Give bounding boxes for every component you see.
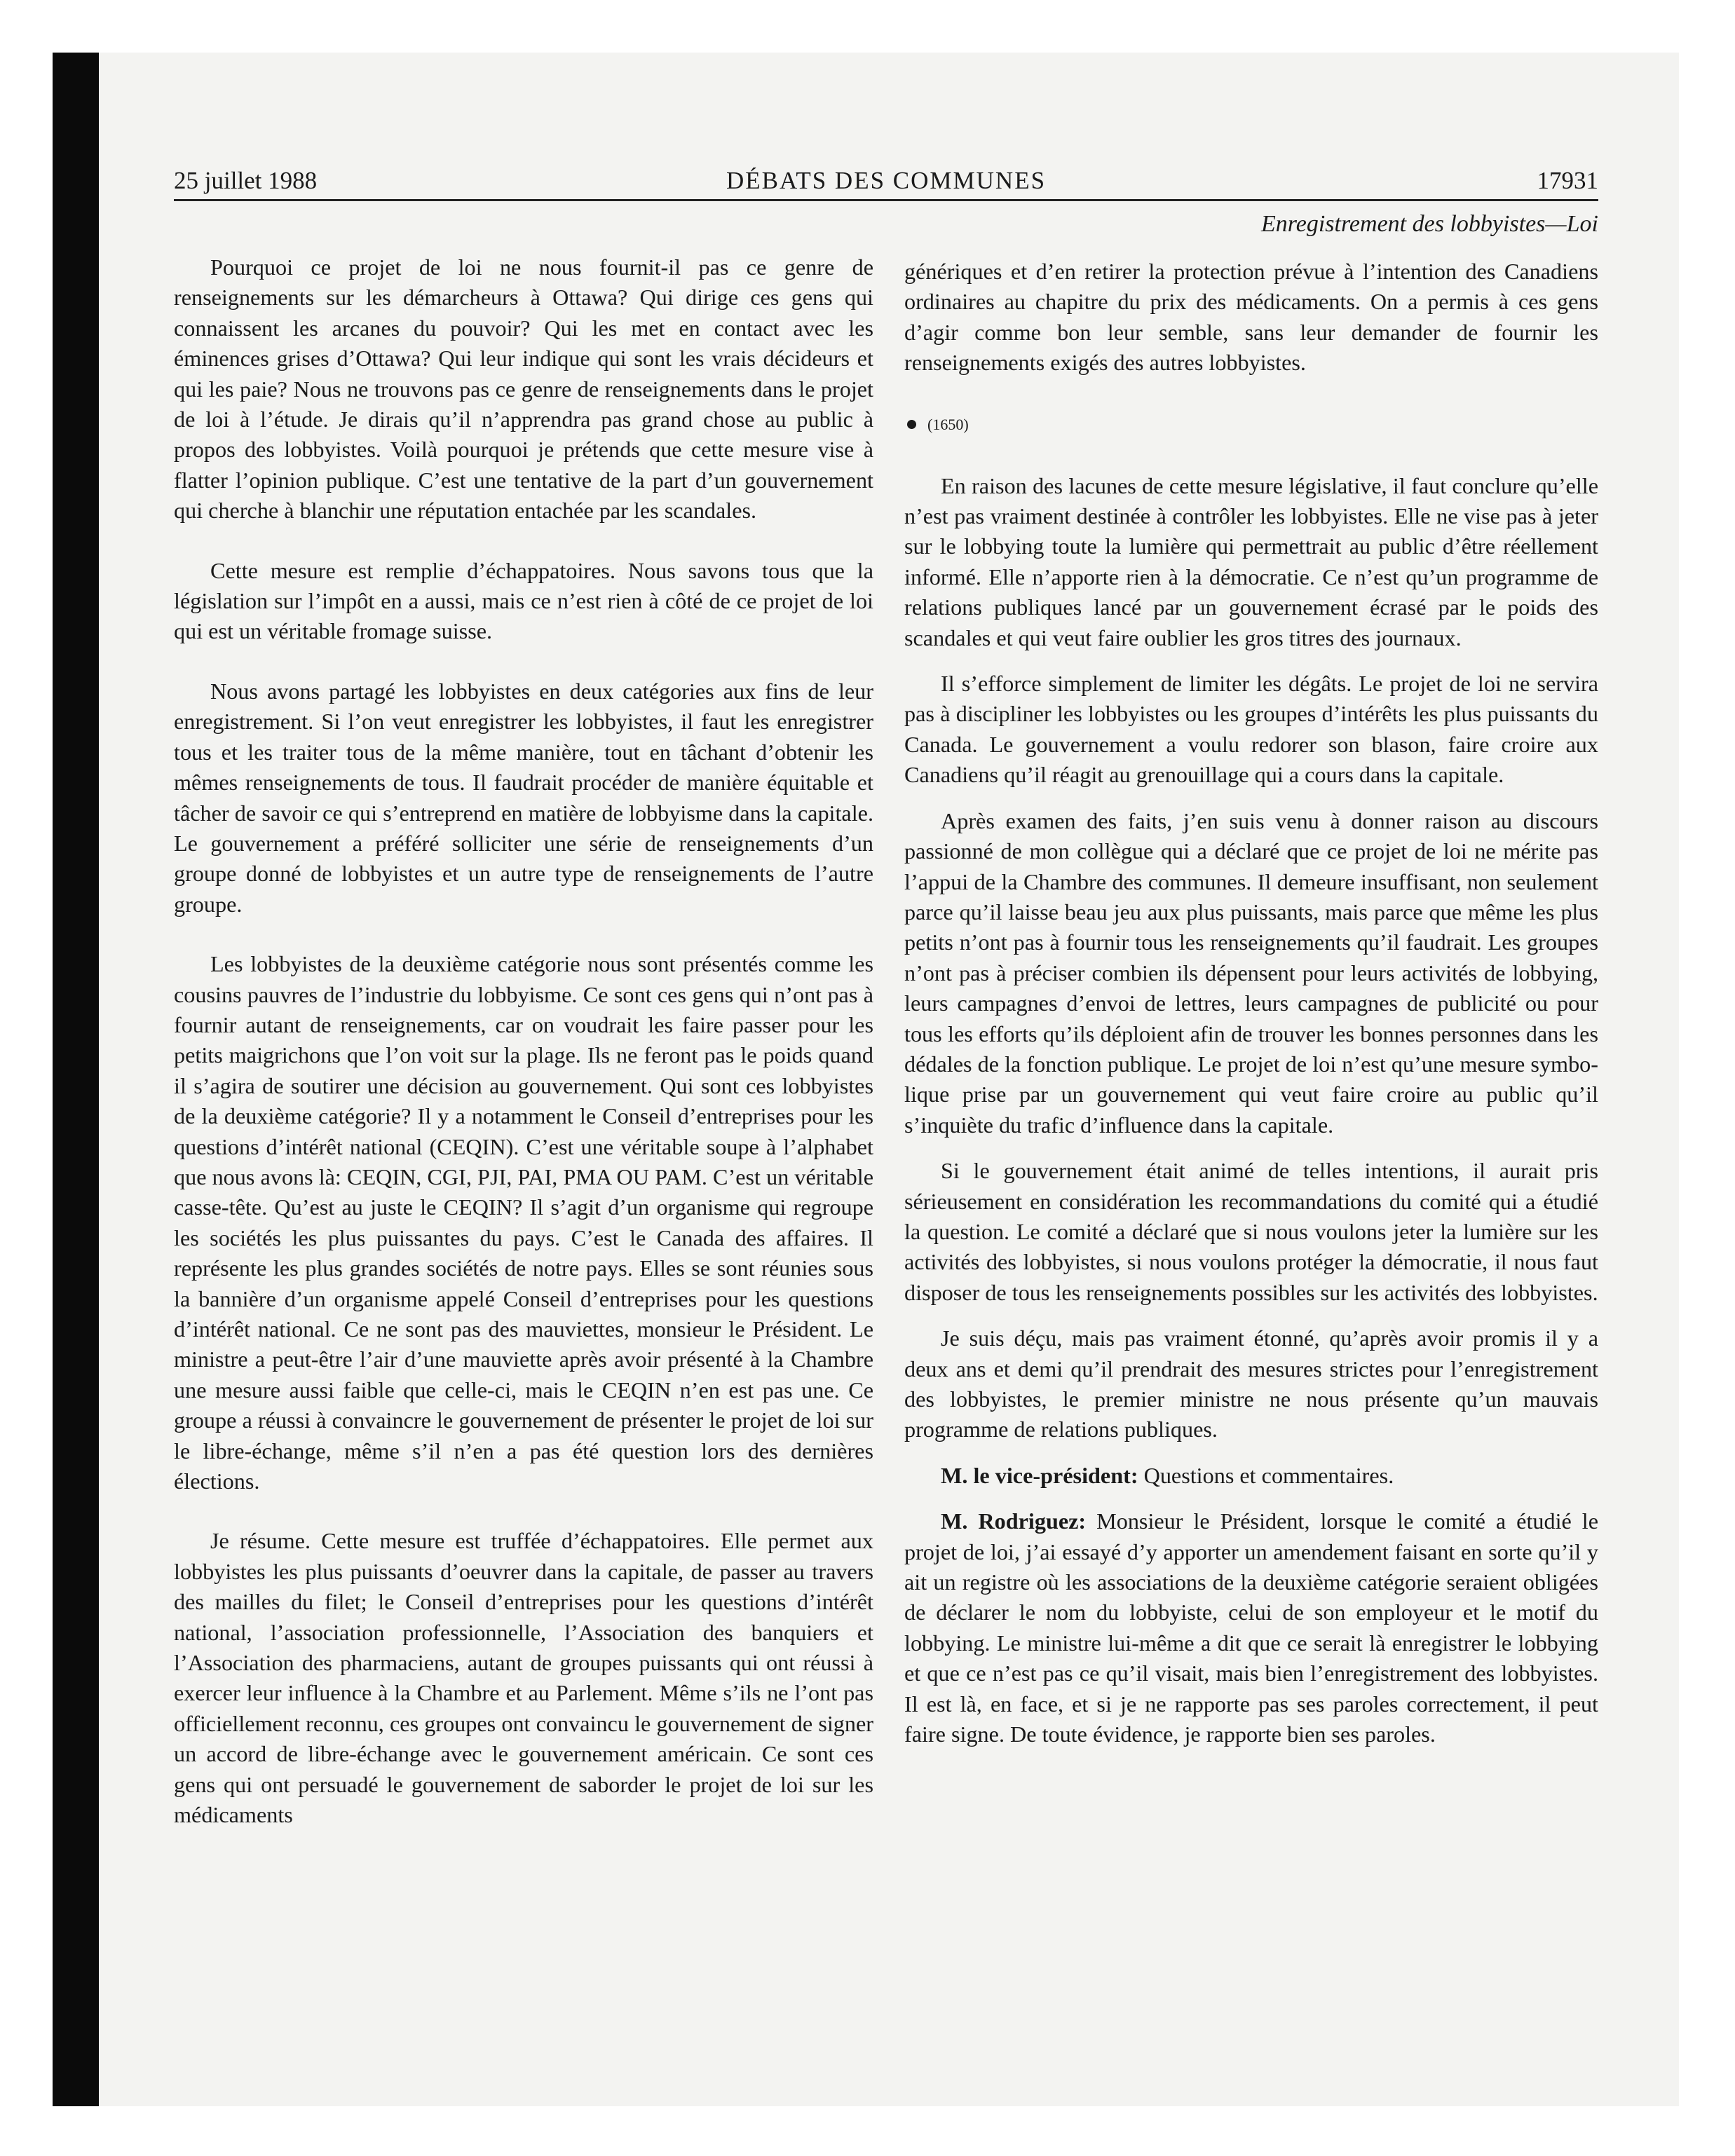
paragraph: Je résume. Cette mesure est truffée d’échappatoires. Elle permet aux lobbyistes les plus puissants d’oeuvrer dans la capitale, de passer au travers des mailles du filet; le Conseil d’entreprises pour les questions d’intérêt national, l’association professionnelle, l’Association des banquiers et l’Association des pharmaciens, autant de groupes puissants qui ont réussi à exercer leur influence à la Chambre et au Parlement. Même s’ils ne l’ont pas officiellement reconnu, ces groupes ont convaincu le gouvernement de signer un accord de libre-échange avec le gouvernement américain. Ce sont ces gens qui ont persuadé le gouvernement de saborder le projet de loi sur les médicaments [174,1528,873,1828]
binding-edge [53,53,99,2106]
paragraph: Pourquoi ce projet de loi ne nous fournit-il pas ce genre de renseignements sur les démarcheurs à Ottawa? Qui dirige ces gens qui connaissent les arcanes du pouvoir? Qui les met en contact avec les éminences grises d’Ottawa? Qui leur indique qui sont les vrais décideurs et qui les paie? Nous ne trouvons pas ce genre de renseignements dans le projet de loi à l’étude. Je dirais qu’il n’apprendra pas grand chose au public à propos des lobbyistes. Voilà pourquoi je prétends que cette mesure vise à flatter l’opinion publique. C’est une tentative de la part d’un gouvernement qui cherche à blanchir une réputation entachée par les scandales. [174,254,873,524]
speaker-paragraph [904,1506,1598,1749]
paragraph: En raison des lacunes de cette mesure législative, il faut conclure qu’elle n’est pas vraiment destinée à contrôler les lobbyistes. Elle ne vise pas à jeter sur le lobbying toute la lumière qui permettrait au public d’être réellement informé. Elle n’apporte rien à la démocratie. Ce n’est qu’un programme de relations publiques lancé par un gouvernement écrasé par le poids des scandales et qui veut faire oublier les gros titres des journaux. [904,472,1598,650]
left-column [174,252,873,1860]
speaker-text: Questions et commentaires. [1138,1462,1394,1488]
paragraph: Nous avons partagé les lobbyistes en deux catégories aux fins de leur enregistrement. Si l’on veut enregistrer les lobbyistes, il faut les enregistrer tous et les traiter tous de la même manière, tout en tâchant d’obtenir les mêmes renseignements de tous. Il faudrait procéder de manière équitable et tâcher de savoir ce qui s’entreprend en matière de lobbyisme dans la capitale. Le gouvernement a préféré solliciter une série de renseignements d’un groupe donné de lobbyistes et un autre type de renseignements de l’autre groupe. [174,678,873,917]
speaker-text: Monsieur le Président, lorsque le comité a étudié le projet de loi, j’ai essayé d’y apporter un amendement faisant en sorte qu’il y ait un registre où les associations de la deuxième catégorie seraient obligées de déclarer le nom du lobbyiste, celui de son employeur et le motif du lobbying. Le ministre lui-même a dit que ce serait là enregistrer le lobbying et que ce n’est pas ce qu’il visait, mais bien l’enregistrement des lobbyistes. Il est là, en face, et si je ne rapporte pas ses paroles correctement, il peut faire signe. De toute évidence, je rapporte bien ses paroles. [904,1508,1598,1747]
paragraph: Après examen des faits, j’en suis venu à donner raison au discours passionné de mon collègue qui a déclaré que ce projet de loi ne mérite pas l’appui de la Chambre des communes. Il demeure insuffisant, non seulement parce qu’il laisse beau jeu aux plus puissants, mais parce que même les plus petits n’ont pas à fournir tous les renseignements qu’il faudrait. Les groupes n’ont pas à préciser combien ils dépensent pour leurs activités de lobbying, leurs campagnes d’envoi de lettres, leurs campagnes de publicité ou pour tous les efforts qu’ils déploient afin de trouver les bonnes personnes dans les dédales de la fonction publique. Le projet de loi n’est qu’une mesure symbolique prise par un gouvernement qui veut faire croire au public qu’il s’inquiète du trafic d’influence dans la capitale. [904,807,1598,1138]
header-page-number: 17931 [1537,167,1598,194]
paragraph: Les lobbyistes de la deuxième catégorie nous sont présentés comme les cousins pauvres de l’industrie du lobbyisme. Ce sont ces gens qui n’ont pas à fournir autant de renseignements, car on voudrait les faire passer pour les petits maigrichons que l’on voit sur la plage. Ils ne feront pas le poids quand il s’agira de soutirer une décision au gouvernement. Qui sont ces lobbyistes de la deuxième catégorie? Il y a notamment le Conseil d’entreprises pour les questions d’intérêt national (CEQIN). C’est une véritable soupe à l’alphabet que nous avons là: CEQIN, CGI, PJI, PAI, PMA OU PAM. C’est un véritable casse-tête. Qu’est au juste le CEQIN? Il s’agit d’un organisme qui regroupe les sociétés les plus puissantes du pays. C’est le Canada des affaires. Il représente les plus grandes sociétés de notre pays. Elles se sont réunies sous la bannière d’un organisme appelé Conseil d’entreprises pour les questions d’intérêt national. Ce ne sont pas des mauviettes, monsieur le Président. Le ministre a peut-être l’air d’une mauviette après avoir présenté à la Chambre une mesure aussi faible que celle-ci, mais le CEQIN n’en est pas une. Ce groupe a réussi à convaincre le gouvernement de présenter le projet de loi sur le libre-échange, même s’il n’en a pas été question lors des dernières élections. [174,951,873,1494]
bullet-icon [907,420,916,429]
running-title: Enregistrement des lobbyistes—Loi [1261,211,1598,237]
right-column [904,257,1598,1765]
speaker-name: M. Rodriguez: [941,1508,1087,1534]
time-marker-label: (1650) [927,415,969,433]
header-date: 25 juillet 1988 [174,167,318,194]
continued-paragraph: génériques et d’en retirer la protection prévue à l’intention des Canadiens ordinaires au chapitre du prix des médicaments. On a permis à ces gens d’agir comme bon leur semble, sans leur demander de fournir les renseignements exigés des autres lobbyistes. [904,259,1598,376]
paragraph: Il s’efforce simplement de limiter les dégâts. Le projet de loi ne servira pas à discipliner les lobbyistes ou les groupes d’intérêts les plus puissants du Canada. Le gouvernement a voulu redorer son blason, faire croire aux Canadiens qu’il réagit au grenouillage qui a cours dans la capitale. [904,671,1598,788]
page-header [174,163,1598,201]
speaker-paragraph [904,1461,1598,1491]
paragraph: Si le gouvernement était animé de telles intentions, il aurait pris sérieusement en considération les recommandations du comité qui a étudié la question. Le comité a déclaré que si nous voulons jeter la lumière sur les activités des lobbyistes, si nous voulons protéger la démocratie, il nous faut disposer de tous les renseignements possibles sur les activités des lobbyistes. [904,1158,1598,1305]
time-marker [904,411,1598,439]
speaker-name: M. le vice-président: [941,1462,1138,1488]
paragraph: Cette mesure est remplie d’échappatoires. Nous savons tous que la législation sur l’impôt en a aussi, mais ce n’est rien à côté de ce projet de loi qui est un véritable fromage suisse. [174,557,873,644]
header-title: DÉBATS DES COMMUNES [726,167,1047,194]
paragraph: Je suis déçu, mais pas vraiment étonné, qu’après avoir promis il y a deux ans et demi qu’il prendrait des mesures strictes pour l’enregistrement des lobbyistes, le premier ministre ne nous présente qu’un mauvais programme de relations publiques. [904,1325,1598,1442]
